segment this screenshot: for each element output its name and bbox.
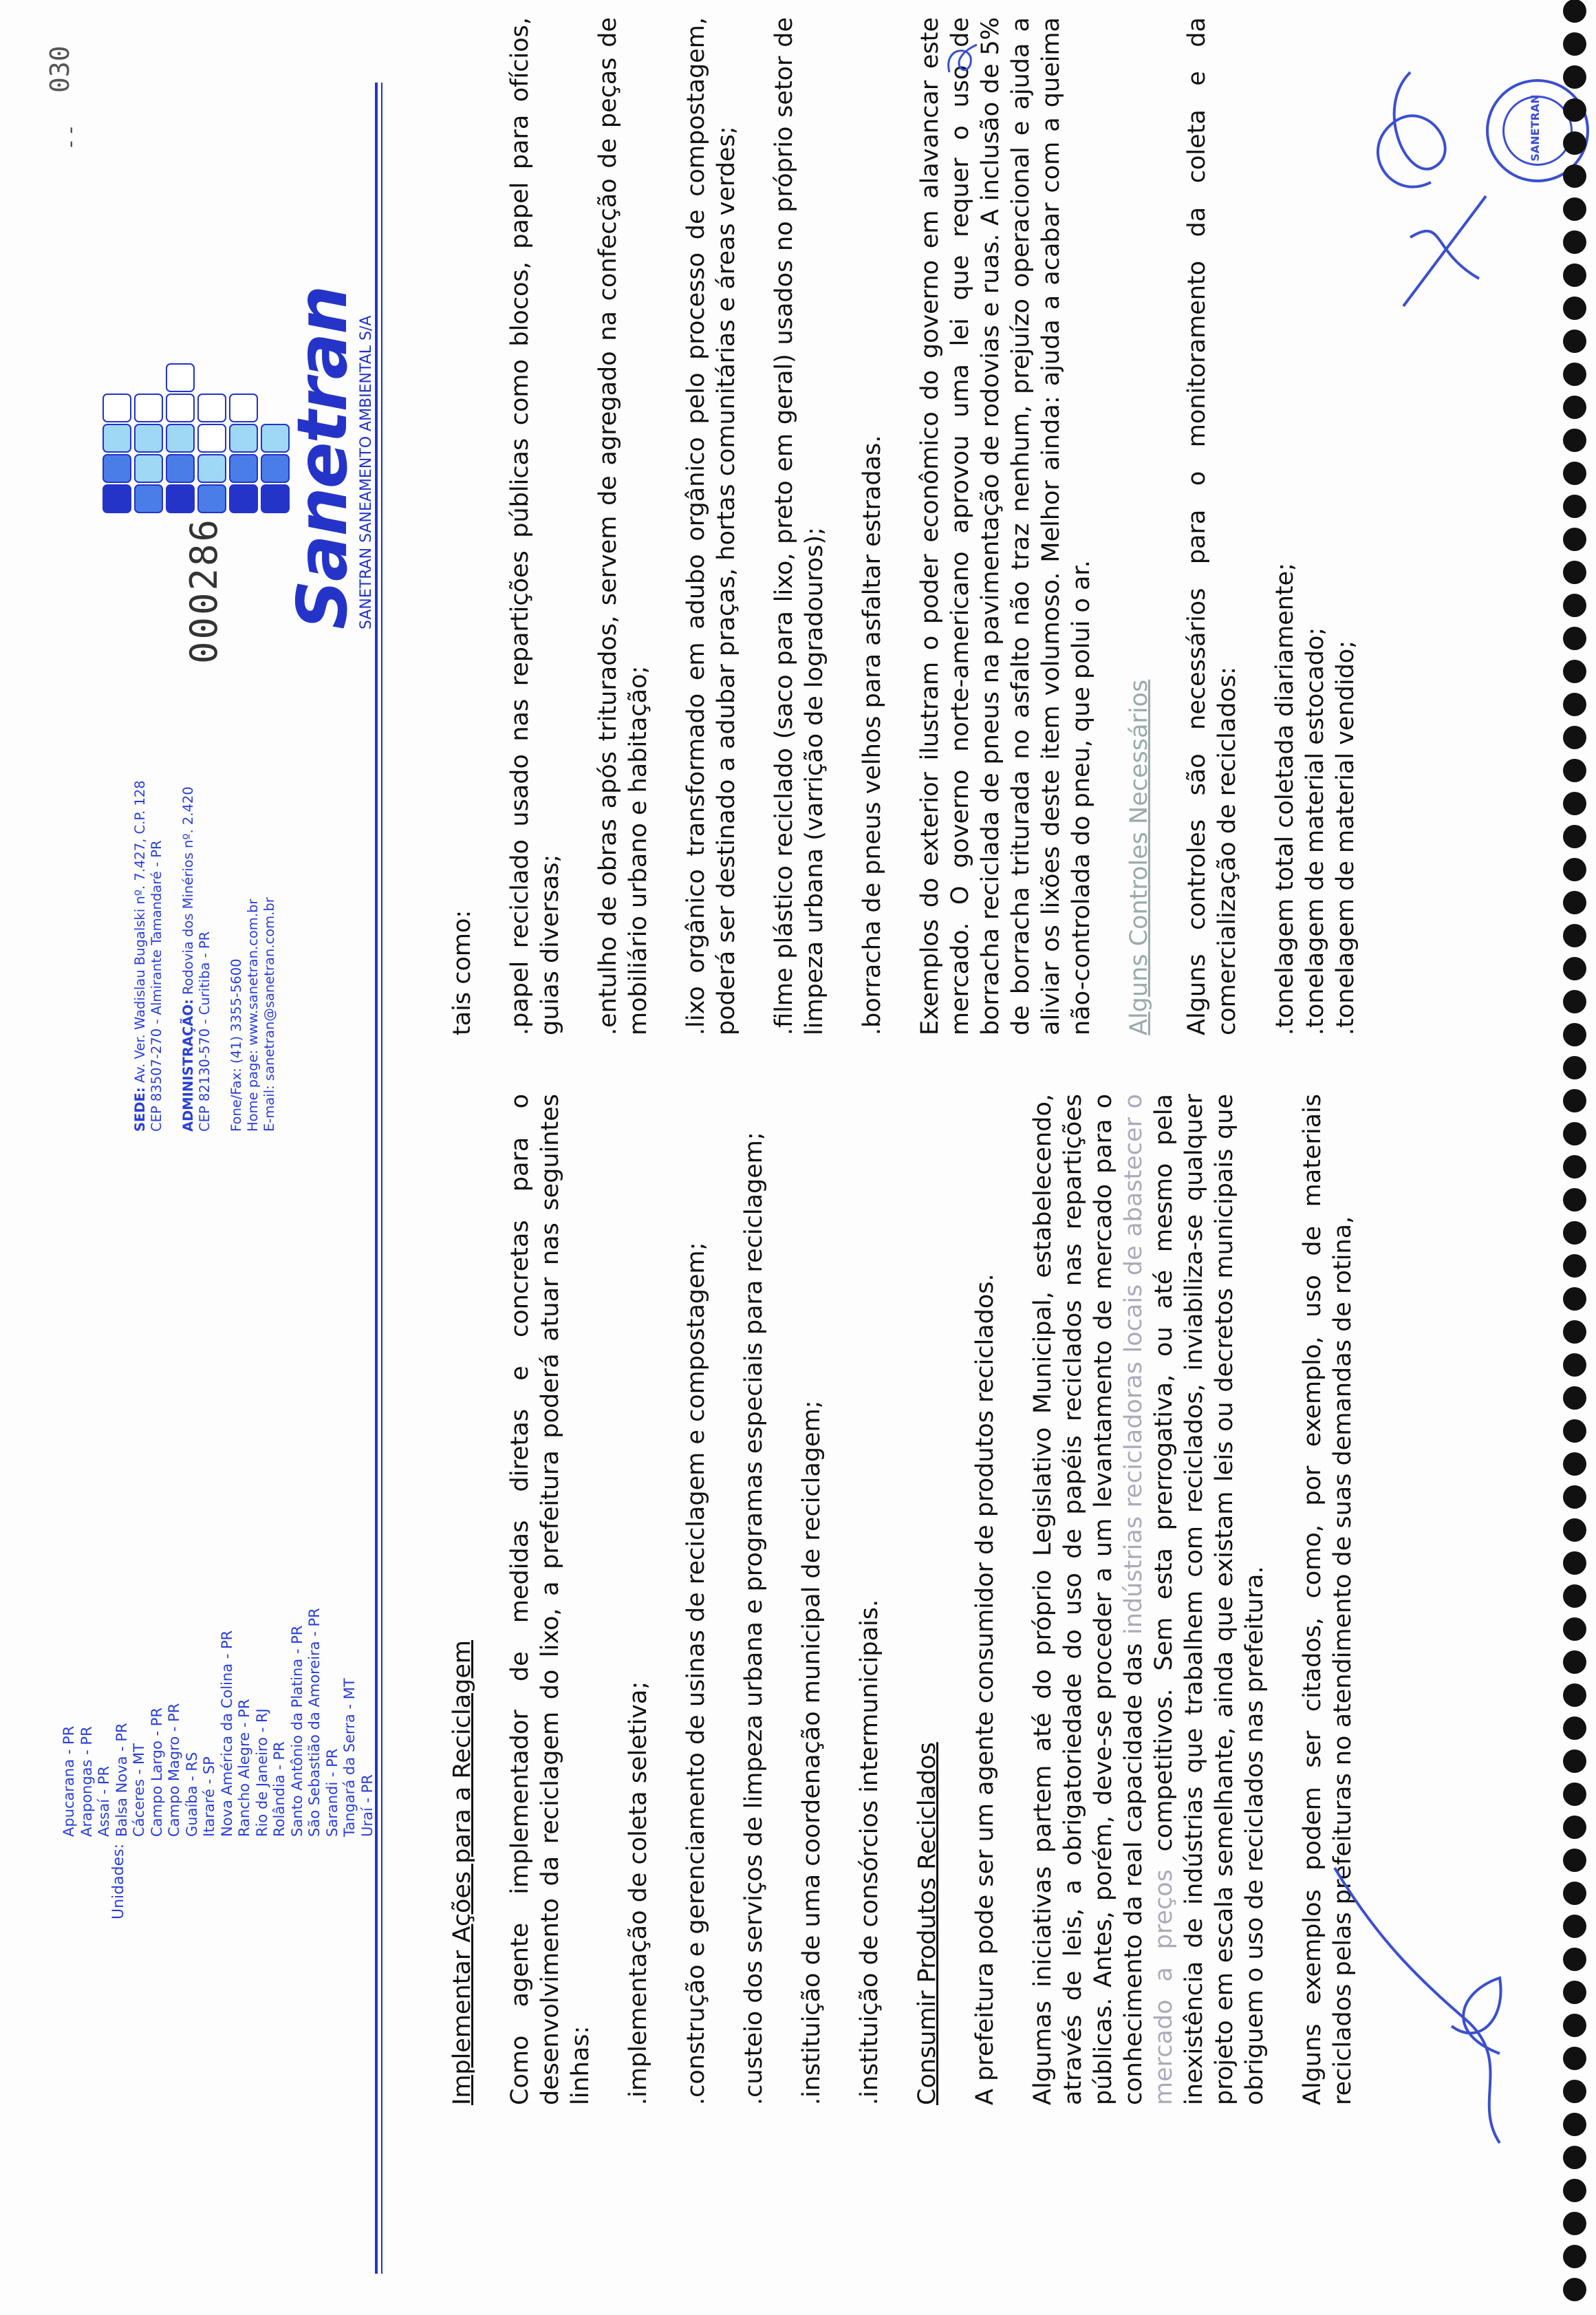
binding-hole — [1563, 1783, 1586, 1806]
unit-item: Sarandi - PR — [323, 1748, 341, 1837]
initial-mark-icon — [936, 31, 991, 86]
logo-square — [103, 394, 131, 422]
logo-square — [230, 394, 257, 422]
list-item: .lixo orgânico transformado em adubo orgânico pelo processo de compostagem, poderá ser destinado a adubar praças, hortas comunitárias e áreas verdes; — [682, 17, 740, 1035]
binding-hole — [1563, 528, 1586, 551]
column-right — [447, 17, 1361, 1035]
logo-square — [103, 485, 131, 513]
paragraph: A prefeitura pode ser um agente consumidor de produtos reciclados. — [971, 1273, 999, 2105]
binding-hole — [1563, 759, 1586, 782]
list-item: .implementação de coleta seletiva; — [625, 1681, 652, 2105]
binding-hole — [1563, 1386, 1586, 1410]
paragraph — [1028, 1094, 1270, 2105]
binding-holes — [1555, 0, 1596, 2315]
header-rule — [375, 83, 378, 2274]
paragraph: tais como: — [449, 909, 476, 1035]
binding-hole — [1563, 1320, 1586, 1344]
list-item: .instituição de uma coordenação municipal de reciclagem; — [798, 1400, 826, 2105]
logo-square — [166, 485, 194, 513]
sede-label: SEDE: — [132, 1087, 148, 1132]
binding-hole — [1563, 1551, 1586, 1575]
logo-square — [198, 424, 226, 452]
seal-text: SANETRAN — [1529, 94, 1542, 162]
binding-hole — [1563, 1188, 1586, 1212]
company-address — [132, 780, 293, 1132]
binding-hole — [1563, 561, 1586, 584]
binding-hole — [1563, 825, 1586, 848]
binding-hole — [1563, 1948, 1586, 1971]
paragraph: Alguns exemplos podem ser citados, como, por exemplo, uso de materiais reciclados pelas prefeituras no atendimento de suas demandas de rotina, — [1299, 1094, 1357, 2105]
list-item: .construção e gerenciamento de usinas de reciclagem e compostagem; — [682, 1242, 710, 2105]
binding-hole — [1563, 164, 1586, 188]
header-rule-thin — [381, 83, 382, 2274]
brand-name: Sanetran — [282, 286, 363, 629]
paragraph: Exemplos do exterior ilustram o poder econômico do governo em alavancar este mercado. O governo norte-americano aprovou uma lei que requer o uso de borracha reciclada de pneus na pavimentação de rodovias e ruas. A inclusão de 5% de borracha triturada no asfalto não traz nenhum, prejuízo operacional e ajuda a aliviar os lixões deste item volumoso. Melhor ainda: ajuda a acabar com a queima não-controlada do pneu, que polui o ar. — [916, 17, 1095, 1035]
binding-hole — [1563, 1882, 1586, 1905]
signature-loop-icon — [1348, 3, 1486, 210]
document-number: 000286 — [182, 517, 226, 664]
binding-hole — [1563, 65, 1586, 89]
logo-square — [135, 455, 162, 482]
logo-square — [135, 394, 162, 422]
binding-hole — [1563, 1254, 1586, 1278]
binding-hole — [1563, 2179, 1586, 2202]
column-left — [447, 1094, 1385, 2105]
binding-hole — [1563, 2245, 1586, 2268]
binding-hole — [1563, 726, 1586, 749]
paragraph-part-faded: indústrias recicladoras locais de abastecer o mercado a preços — [1120, 1094, 1178, 2105]
page-stamp: 030 — [45, 45, 75, 93]
binding-hole — [1563, 1981, 1586, 2004]
unit-item: Itararé - SP — [201, 1756, 217, 1837]
paragraph: Alguns controles são necessários para o monitoramento da coleta e da comercialização de reciclados: — [1183, 17, 1241, 1035]
list-item: .tonelagem de material estocado; — [1302, 627, 1329, 1035]
binding-hole — [1563, 1485, 1586, 1509]
list-item: .filme plástico reciclado (saco para lixo, preto em geral) usados no próprio setor de limpeza urbana (varrição de logradouros); — [770, 17, 828, 1035]
logo-square — [230, 485, 257, 513]
binding-hole — [1563, 2047, 1586, 2070]
stamp-prefix: - - — [58, 126, 83, 148]
binding-hole — [1563, 1749, 1586, 1773]
logo-square — [103, 455, 131, 482]
binding-hole — [1563, 660, 1586, 683]
binding-hole — [1563, 1452, 1586, 1476]
paragraph-part: Algumas iniciativas partem até do próprio Legislativo Municipal, estabelecendo, através de leis, a obrigatoriedade do uso de papéis reciclados nas repartições públicas. Antes, porém, deve-se proceder a um levantamento de mercado para o conhecimento da real capacidade das — [1029, 1094, 1147, 2105]
binding-hole — [1563, 263, 1586, 287]
binding-hole — [1563, 363, 1586, 386]
unit-item: Uraí - PR — [358, 1774, 376, 1837]
logo-square — [135, 485, 162, 513]
binding-hole — [1563, 32, 1586, 56]
binding-hole — [1563, 1287, 1586, 1311]
unit-item: Tangará da Serra - MT — [341, 1678, 358, 1837]
unit-item: Guaíba - RS — [183, 1752, 200, 1837]
logo-square — [103, 424, 131, 452]
list-item: .tonelagem total coletada diariamente; — [1271, 563, 1299, 1035]
unit-item: Nova América da Colina - PR — [218, 1630, 235, 1837]
binding-hole — [1563, 1849, 1586, 1872]
binding-hole — [1563, 230, 1586, 254]
binding-hole — [1563, 1518, 1586, 1542]
list-item: .instituição de consórcios intermunicipais. — [856, 1599, 883, 2105]
unit-item: Assaí - PR — [96, 1765, 112, 1837]
logo-square — [198, 455, 226, 482]
paragraph-part: competitivos. Sem esta prerrogativa, ou até mesmo pela inexistência de indústrias que trabalhem com reciclados, inviabiliza-se qualquer projeto em escala semelhante, ainda que existam leis ou decretos municipais que obriguem o uso de reciclados nas prefeitura. — [1150, 1094, 1269, 2105]
binding-hole — [1563, 1683, 1586, 1707]
unit-item: Santo Antônio da Platina - PR — [288, 1625, 305, 1837]
binding-hole — [1563, 2212, 1586, 2235]
unit-item: Balsa Nova - PR — [113, 1723, 130, 1837]
logo-square — [198, 394, 226, 422]
binding-hole — [1563, 1122, 1586, 1145]
unit-item: Rancho Alegre - PR — [236, 1699, 252, 1837]
binding-hole — [1563, 1221, 1586, 1245]
logo-square — [135, 424, 162, 452]
binding-hole — [1563, 1419, 1586, 1443]
list-item: .papel reciclado usado nas repartições públicas como blocos, papel para ofícios, guias diversas; — [506, 17, 564, 1035]
binding-hole — [1563, 2146, 1586, 2169]
admin-label: ADMINISTRAÇÃO: — [180, 999, 196, 1132]
logo-square — [198, 485, 226, 513]
logo-square — [166, 364, 194, 391]
section-heading: Implementar Ações para a Reciclagem — [449, 1640, 476, 2105]
logo-square — [166, 394, 194, 422]
binding-hole — [1563, 1650, 1586, 1674]
sede-line1: Av. Ver. Wadislau Bugalski nº. 7.427, C.P. 128 — [132, 780, 148, 1084]
unit-item: Campo Magro - PR — [166, 1703, 182, 1837]
binding-hole — [1563, 627, 1586, 650]
section-heading: Consumir Produtos Reciclados — [914, 1742, 941, 2105]
binding-hole — [1563, 2080, 1586, 2103]
binding-hole — [1563, 1023, 1586, 1046]
binding-hole — [1563, 1617, 1586, 1641]
signature-scribble-icon — [1293, 1772, 1520, 2157]
signature-mark-icon — [1390, 182, 1500, 320]
unit-item: Campo Largo - PR — [148, 1707, 165, 1837]
binding-hole — [1563, 693, 1586, 716]
binding-hole — [1563, 990, 1586, 1013]
unit-item: Cáceres - MT — [131, 1743, 147, 1837]
logo-square — [166, 424, 194, 452]
binding-hole — [1563, 792, 1586, 815]
binding-hole — [1563, 1089, 1586, 1112]
binding-hole — [1563, 131, 1586, 155]
list-item: .tonelagem de material vendido; — [1332, 640, 1359, 1035]
binding-hole — [1563, 462, 1586, 485]
logo-square — [230, 424, 257, 452]
binding-hole — [1563, 1915, 1586, 1938]
phone: Fone/Fax: (41) 3355-5600 — [228, 958, 244, 1132]
unit-item: Apucarana - PR — [61, 1725, 77, 1837]
logo-square — [230, 455, 257, 482]
binding-hole — [1563, 429, 1586, 452]
binding-hole — [1563, 2278, 1586, 2301]
binding-hole — [1563, 957, 1586, 980]
binding-hole — [1563, 1155, 1586, 1178]
binding-hole — [1563, 1584, 1586, 1608]
unit-item: Rio de Janeiro - RJ — [253, 1708, 270, 1837]
binding-hole — [1563, 330, 1586, 353]
binding-hole — [1563, 1716, 1586, 1740]
list-item: .borracha de pneus velhos para asfaltar estradas. — [859, 435, 886, 1035]
logo-square — [166, 455, 194, 482]
binding-hole — [1563, 2113, 1586, 2136]
binding-hole — [1563, 0, 1586, 23]
section-heading: Alguns Controles Necessários — [1125, 679, 1153, 1035]
unit-item: São Sebastião da Amoreira - PR — [306, 1608, 323, 1837]
binding-hole — [1563, 594, 1586, 617]
admin-line2: CEP 82130-570 - Curitiba - PR — [197, 931, 213, 1132]
binding-hole — [1563, 197, 1586, 221]
controls-list — [1270, 17, 1361, 1035]
binding-hole — [1563, 891, 1586, 914]
binding-hole — [1563, 495, 1586, 518]
binding-hole — [1563, 858, 1586, 881]
sede-line2: CEP 83507-270 - Almirante Tamandaré - PR — [149, 840, 164, 1132]
binding-hole — [1563, 396, 1586, 419]
admin-line1: Rodovia dos Minérios nº. 2.420 — [180, 786, 196, 995]
unit-item: Arapongas - PR — [78, 1726, 95, 1837]
binding-hole — [1563, 1353, 1586, 1377]
homepage-link[interactable]: Home page: www.sanetran.com.br — [245, 898, 261, 1132]
list-item: .custeio dos serviços de limpeza urbana e programas especiais para reciclagem; — [740, 1132, 768, 2105]
units-list — [61, 1608, 376, 1837]
unit-item: Rolândia - PR — [271, 1741, 288, 1837]
email-link[interactable]: E-mail: sanetran@sanetran.com.br — [261, 897, 277, 1132]
brand-tagline: SANETRAN SANEAMENTO AMBIENTAL S/A — [358, 315, 375, 629]
units-label: Unidades: — [110, 1844, 127, 1919]
binding-hole — [1563, 297, 1586, 320]
paragraph: Como agente implementador de medidas diretas e concretas para o desenvolvimento da reciclagem do lixo, a prefeitura poderá atuar nas seguintes linhas: — [506, 1094, 594, 2105]
binding-hole — [1563, 924, 1586, 947]
binding-hole — [1563, 1816, 1586, 1839]
binding-hole — [1563, 98, 1586, 122]
binding-hole — [1563, 1056, 1586, 1079]
list-item: .entulho de obras após triturados, servem de agregado na confecção de peças de mobiliário urbano e habitação; — [594, 17, 652, 1035]
binding-hole — [1563, 2014, 1586, 2037]
